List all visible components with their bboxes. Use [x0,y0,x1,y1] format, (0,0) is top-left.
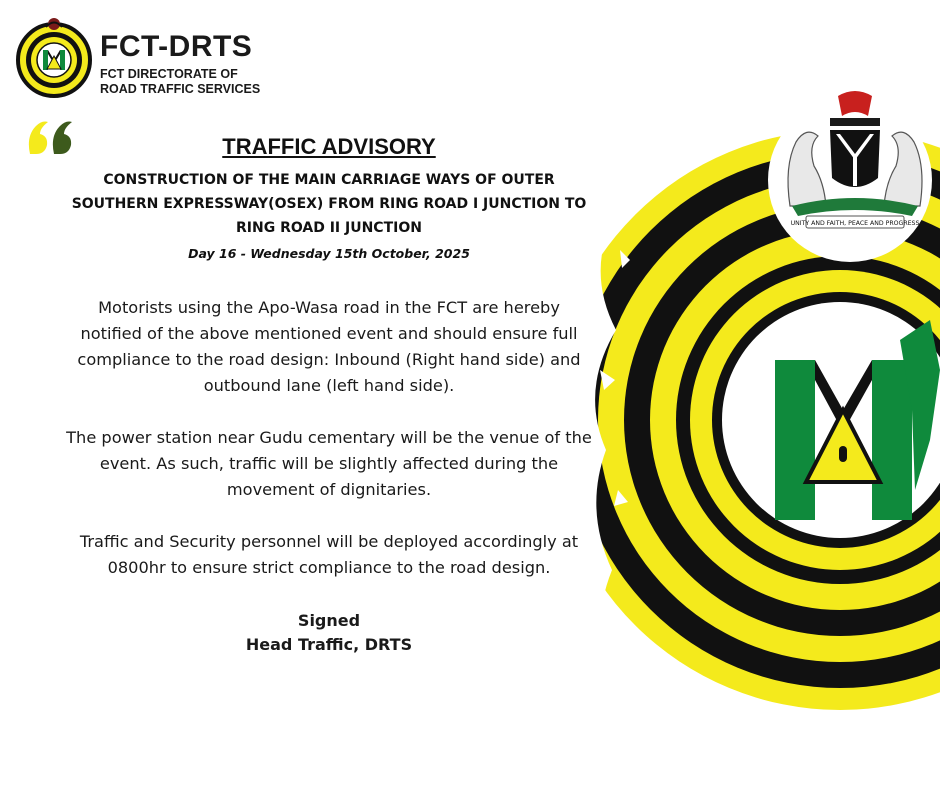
paragraph-motorists [44,295,614,399]
paragraph-line: movement of dignitaries. [226,480,432,499]
paragraph-line: 0800hr to ensure strict compliance to the road design. [107,558,551,577]
signatory: Head Traffic, DRTS [245,635,413,654]
paragraph-line: Traffic and Security personnel will be deployed accordingly at [79,532,579,551]
header [12,14,282,104]
brand-name: FCT-DRTS [100,30,253,63]
brand-subtitle-line2: ROAD TRAFFIC SERVICES [100,82,261,96]
coat-of-arms-motto: UNITY AND FAITH, PEACE AND PROGRESS [790,220,920,227]
paragraph-line: event. As such, traffic will be slightly affected during the [99,454,559,473]
paragraph-venue [44,425,614,503]
brand-subtitle [100,67,260,97]
paragraph-line: compliance to the road design: Inbound (Right hand side) and [77,350,581,369]
paragraph-line: The power station near Gudu cementary will be the venue of the [66,428,592,447]
signed-label: Signed [297,611,361,630]
advisory-subtitle-line3: RING ROAD II JUNCTION [236,220,422,236]
advisory-subtitle-line1: CONSTRUCTION OF THE MAIN CARRIAGE WAYS OF OUTER [103,172,555,188]
drts-logo-icon [12,14,96,98]
paragraph-line: notified of the above mentioned event and should ensure full [80,324,578,343]
paragraph-line: Motorists using the Apo-Wasa road in the FCT are hereby [98,298,560,317]
paragraph-personnel [44,529,614,581]
advisory-content [44,134,614,657]
advisory-subtitle [44,168,614,240]
advisory-subtitle-line2: SOUTHERN EXPRESSWAY(OSEX) FROM RING ROAD I JUNCTION TO [71,196,587,212]
paragraph-line: outbound lane (left hand side). [203,376,455,395]
advisory-date: Day 16 - Wednesday 15th October, 2025 [188,246,470,261]
advisory-title: TRAFFIC ADVISORY [222,134,436,159]
coat-of-arms-icon [770,86,940,246]
brand-subtitle-line1: FCT DIRECTORATE OF [100,67,238,81]
